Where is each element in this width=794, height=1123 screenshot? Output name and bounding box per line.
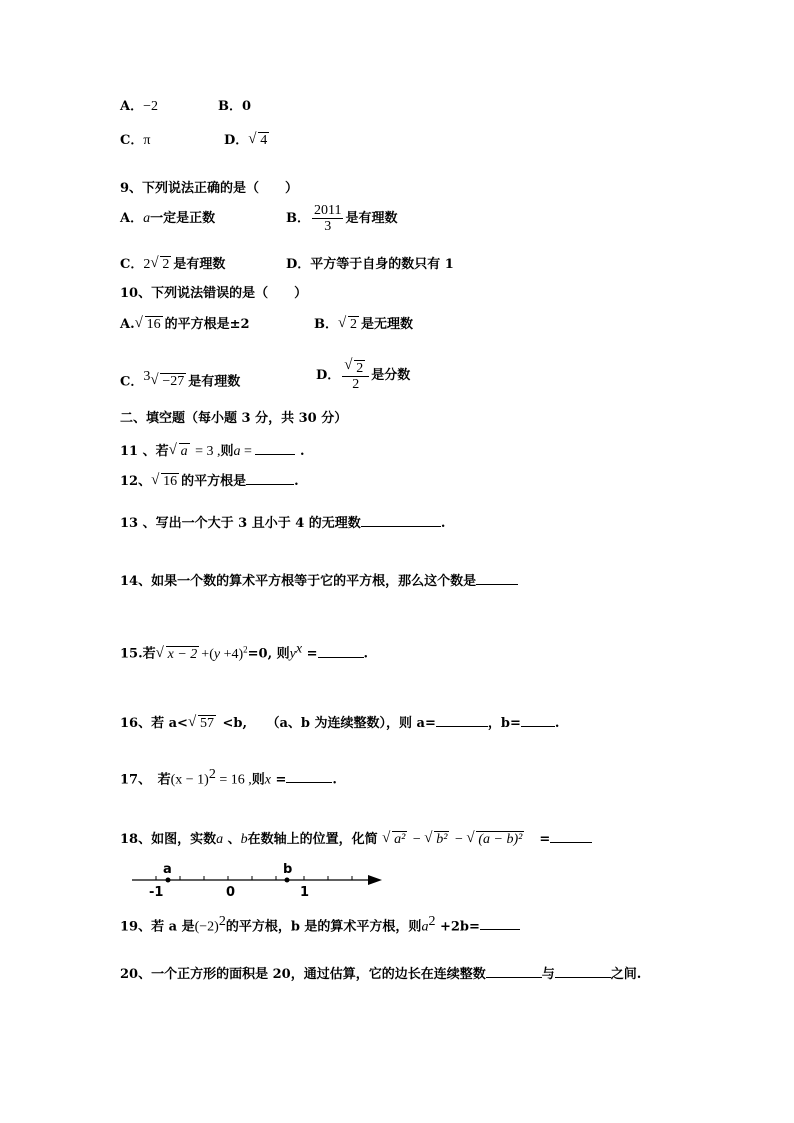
q11-answer-blank[interactable] xyxy=(255,442,295,455)
q9-option-d: D．平方等于自身的数只有 1 xyxy=(286,257,454,272)
number-line-arrow xyxy=(368,875,382,885)
q17: 17、 若$(x - 1)^2 = 16$ ,则x = . xyxy=(120,767,337,788)
q18-answer-blank[interactable] xyxy=(550,830,592,843)
q19: 19、若 a 是$(-2)^2$的平方根，b 是的算术平方根，则$a^2 +2b=$ xyxy=(120,913,520,936)
q15-answer-blank[interactable] xyxy=(318,645,364,658)
tick-label-0: 0 xyxy=(226,885,236,900)
q16-answer-blank-a[interactable] xyxy=(436,714,488,727)
q8-option-c: C．π xyxy=(120,133,151,148)
tick-label-minus-1: -1 xyxy=(149,885,164,900)
point-b xyxy=(285,878,290,883)
q14: 14、如果一个数的算术平方根等于它的平方根，那么这个数是 xyxy=(120,572,518,591)
q12-answer-blank[interactable] xyxy=(246,472,294,485)
point-a xyxy=(166,878,171,883)
q18: 18、如图，实数a 、b在数轴上的位置，化简 √ a² − √ b² − √ (a − b)² = xyxy=(120,830,592,849)
q9-stem: 9、下列说法正确的是（ ） xyxy=(120,181,299,196)
q16: 16、若 a<√ 57 <b, （a、b 为连续整数），则 a= ，b= . xyxy=(120,714,559,733)
q13: 13 、写出一个大于 3 且小于 4 的无理数 . xyxy=(120,516,446,531)
section-2-heading: 二、填空题（每小题 3 分，共 30 分） xyxy=(120,411,348,426)
q15: 15.若√ $x - 2 +(y +4)^2=0$, 则$y^x$ = . xyxy=(120,640,368,664)
q17-answer-blank[interactable] xyxy=(286,770,332,783)
q20: 20、一个正方形的面积是 20，通过估算，它的边长在连续整数 与 之间. xyxy=(120,967,642,982)
q9-option-a: A．a一定是正数 xyxy=(120,211,216,226)
q9-option-c: C．2√ 2 是有理数 xyxy=(120,256,225,274)
q8-option-d: D．√ 4 xyxy=(224,132,271,150)
q19-answer-blank[interactable] xyxy=(480,917,520,930)
q8-option-b: B．0 xyxy=(218,99,252,114)
q13-answer-blank[interactable] xyxy=(361,514,441,527)
q10-option-d: D． √ $\frac{2}{2}$ 是分数 xyxy=(316,356,410,396)
q8-option-a: A．−2 xyxy=(120,99,158,114)
q20-answer-blank-2[interactable] xyxy=(555,965,611,978)
q20-answer-blank-1[interactable] xyxy=(486,965,542,978)
tick-label-1: 1 xyxy=(300,885,310,900)
q12: 12、√ 16 的平方根是 . xyxy=(120,472,299,491)
q10-option-a: A.√ 16 的平方根是±2 xyxy=(120,316,250,334)
label-a: a xyxy=(163,862,172,877)
q14-answer-blank[interactable] xyxy=(476,572,518,585)
q10-option-c: C．$^3$√ −27 是有理数 xyxy=(120,368,240,391)
q9-option-b: B． $\frac{2011}{3}$ 是有理数 xyxy=(286,203,398,234)
q10-stem: 10、下列说法错误的是（ ） xyxy=(120,286,308,301)
q16-answer-blank-b[interactable] xyxy=(521,714,555,727)
label-b: b xyxy=(283,862,293,877)
q10-option-b: B．√ 2 是无理数 xyxy=(314,316,413,334)
q11: 11 、若√ a = 3 ,则a = . xyxy=(120,442,305,461)
